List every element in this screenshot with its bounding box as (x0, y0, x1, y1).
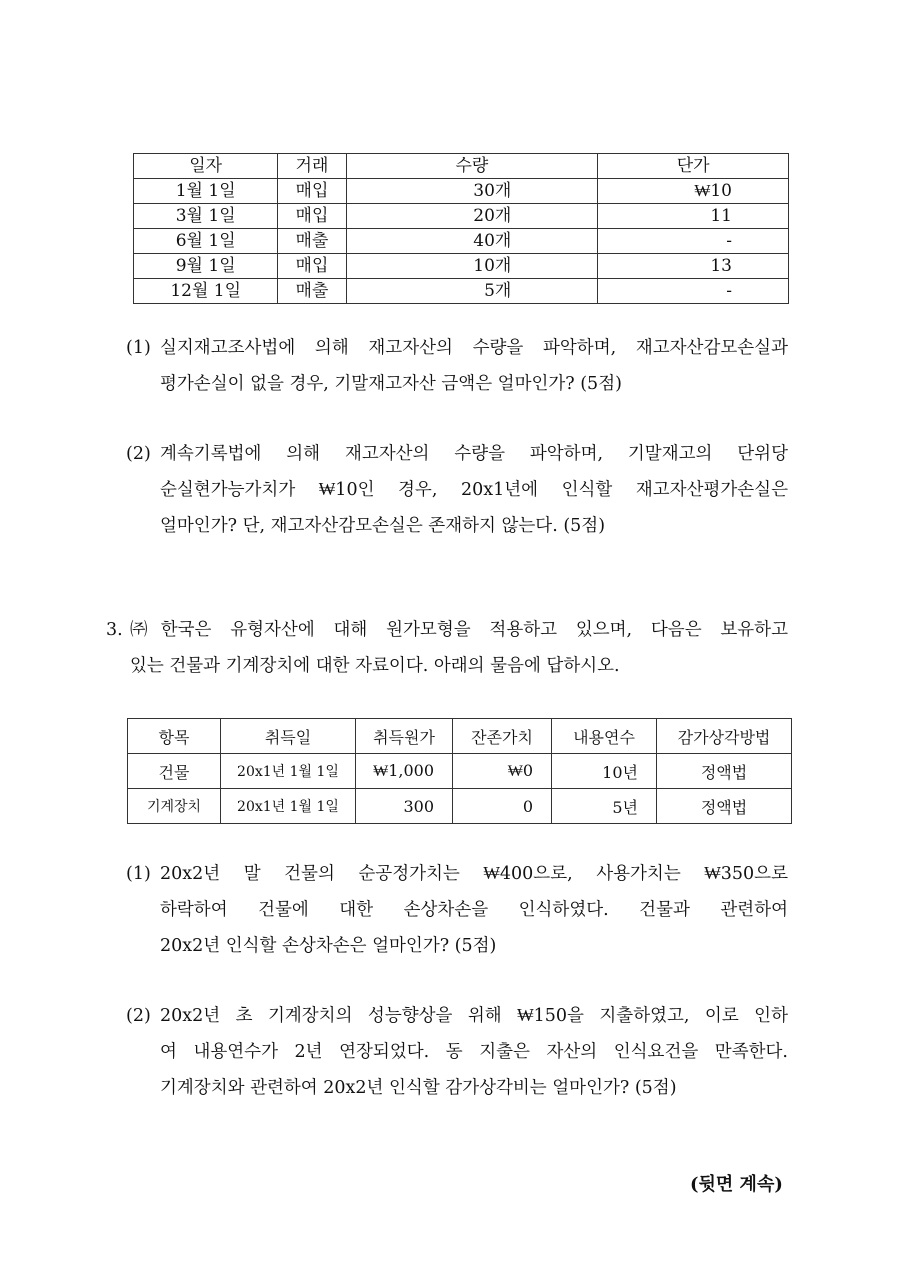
cell-acquisition-cost: 300 (356, 789, 453, 824)
question-3 (106, 612, 788, 684)
part-number: (2) (126, 444, 151, 464)
text-line: 얼마인가? 단, 재고자산감모손실은 존재하지 않는다. (5점) (160, 516, 606, 536)
header-unit-price: 단가 (598, 154, 789, 179)
text-line: 실지재고조사법에 의해 재고자산의 수량을 파악하며, 재고자산감모손실과 (160, 338, 788, 358)
question-3-part-1 (126, 856, 788, 964)
text-line: 20x2년 말 건물의 순공정가치는 ₩400으로, 사용가치는 ₩350으로 (160, 864, 788, 884)
cell-residual-value: ₩0 (453, 754, 552, 789)
inventory-table (133, 153, 789, 304)
asset-table (127, 718, 792, 824)
table-row (134, 179, 789, 204)
cell-acquisition-date: 20x1년 1월 1일 (221, 789, 356, 824)
header-item: 항목 (128, 719, 221, 754)
question-2-part-1 (126, 330, 788, 402)
cell-depreciation-method: 정액법 (657, 789, 792, 824)
cell-date: 9월 1일 (134, 254, 278, 279)
cell-unit-price: 11 (598, 204, 789, 229)
cell-item: 건물 (128, 754, 221, 789)
cell-transaction: 매출 (278, 229, 346, 254)
table-row (134, 279, 789, 304)
cell-transaction: 매입 (278, 254, 346, 279)
cell-quantity: 10개 (346, 254, 598, 279)
cell-unit-price: 13 (598, 254, 789, 279)
header-residual-value: 잔존가치 (453, 719, 552, 754)
cell-unit-price: ₩10 (598, 179, 789, 204)
cell-transaction: 매입 (278, 179, 346, 204)
header-depreciation-method: 감가상각방법 (657, 719, 792, 754)
cell-date: 1월 1일 (134, 179, 278, 204)
cell-depreciation-method: 정액법 (657, 754, 792, 789)
table-header-row (128, 719, 792, 754)
table-header-row (134, 154, 789, 179)
question-3-part-2 (126, 998, 788, 1106)
text-line: 하락하여 건물에 대한 손상차손을 인식하였다. 건물과 관련하여 (160, 900, 788, 920)
text-line: 20x2년 인식할 손상차손은 얼마인가? (5점) (160, 936, 497, 956)
text-line: 있는 건물과 기계장치에 대한 자료이다. 아래의 물음에 답하시오. (130, 656, 620, 676)
header-acquisition-date: 취득일 (221, 719, 356, 754)
part-number: (1) (126, 338, 151, 358)
cell-quantity: 20개 (346, 204, 598, 229)
header-acquisition-cost: 취득원가 (356, 719, 453, 754)
cell-date: 3월 1일 (134, 204, 278, 229)
cell-transaction: 매출 (278, 279, 346, 304)
cell-useful-life: 5년 (552, 789, 657, 824)
text-line: 계속기록법에 의해 재고자산의 수량을 파악하며, 기말재고의 단위당 (160, 444, 788, 464)
header-date: 일자 (134, 154, 278, 179)
table-row (128, 789, 792, 824)
part-number: (2) (126, 1006, 151, 1026)
cell-unit-price: - (598, 229, 789, 254)
part-number: (1) (126, 864, 151, 884)
cell-useful-life: 10년 (552, 754, 657, 789)
cell-residual-value: 0 (453, 789, 552, 824)
text-line: 여 내용연수가 2년 연장되었다. 동 지출은 자산의 인식요건을 만족한다. (160, 1042, 788, 1062)
table-row (134, 229, 789, 254)
table-row (128, 754, 792, 789)
text-line: 순실현가능가치가 ₩10인 경우, 20x1년에 인식할 재고자산평가손실은 (160, 480, 788, 500)
cell-quantity: 5개 (346, 279, 598, 304)
header-useful-life: 내용연수 (552, 719, 657, 754)
cell-transaction: 매입 (278, 204, 346, 229)
text-line: 평가손실이 없을 경우, 기말재고자산 금액은 얼마인가? (5점) (160, 374, 622, 394)
cell-quantity: 40개 (346, 229, 598, 254)
table-row (134, 204, 789, 229)
text-line: ㈜한국은 유형자산에 대해 원가모형을 적용하고 있으며, 다음은 보유하고 (130, 620, 788, 640)
cell-acquisition-cost: ₩1,000 (356, 754, 453, 789)
cell-quantity: 30개 (346, 179, 598, 204)
cell-date: 12월 1일 (134, 279, 278, 304)
cell-date: 6월 1일 (134, 229, 278, 254)
header-quantity: 수량 (346, 154, 598, 179)
cell-acquisition-date: 20x1년 1월 1일 (221, 754, 356, 789)
table-row (134, 254, 789, 279)
header-transaction: 거래 (278, 154, 346, 179)
cell-item: 기계장치 (128, 789, 221, 824)
text-line: 기계장치와 관련하여 20x2년 인식할 감가상각비는 얼마인가? (5점) (160, 1078, 677, 1098)
question-2-part-2 (126, 436, 788, 544)
cell-unit-price: - (598, 279, 789, 304)
text-line: 20x2년 초 기계장치의 성능향상을 위해 ₩150을 지출하였고, 이로 인하 (160, 1006, 788, 1026)
continued-note: (뒷면 계속) (690, 1174, 783, 1195)
question-number: 3. (106, 620, 123, 640)
